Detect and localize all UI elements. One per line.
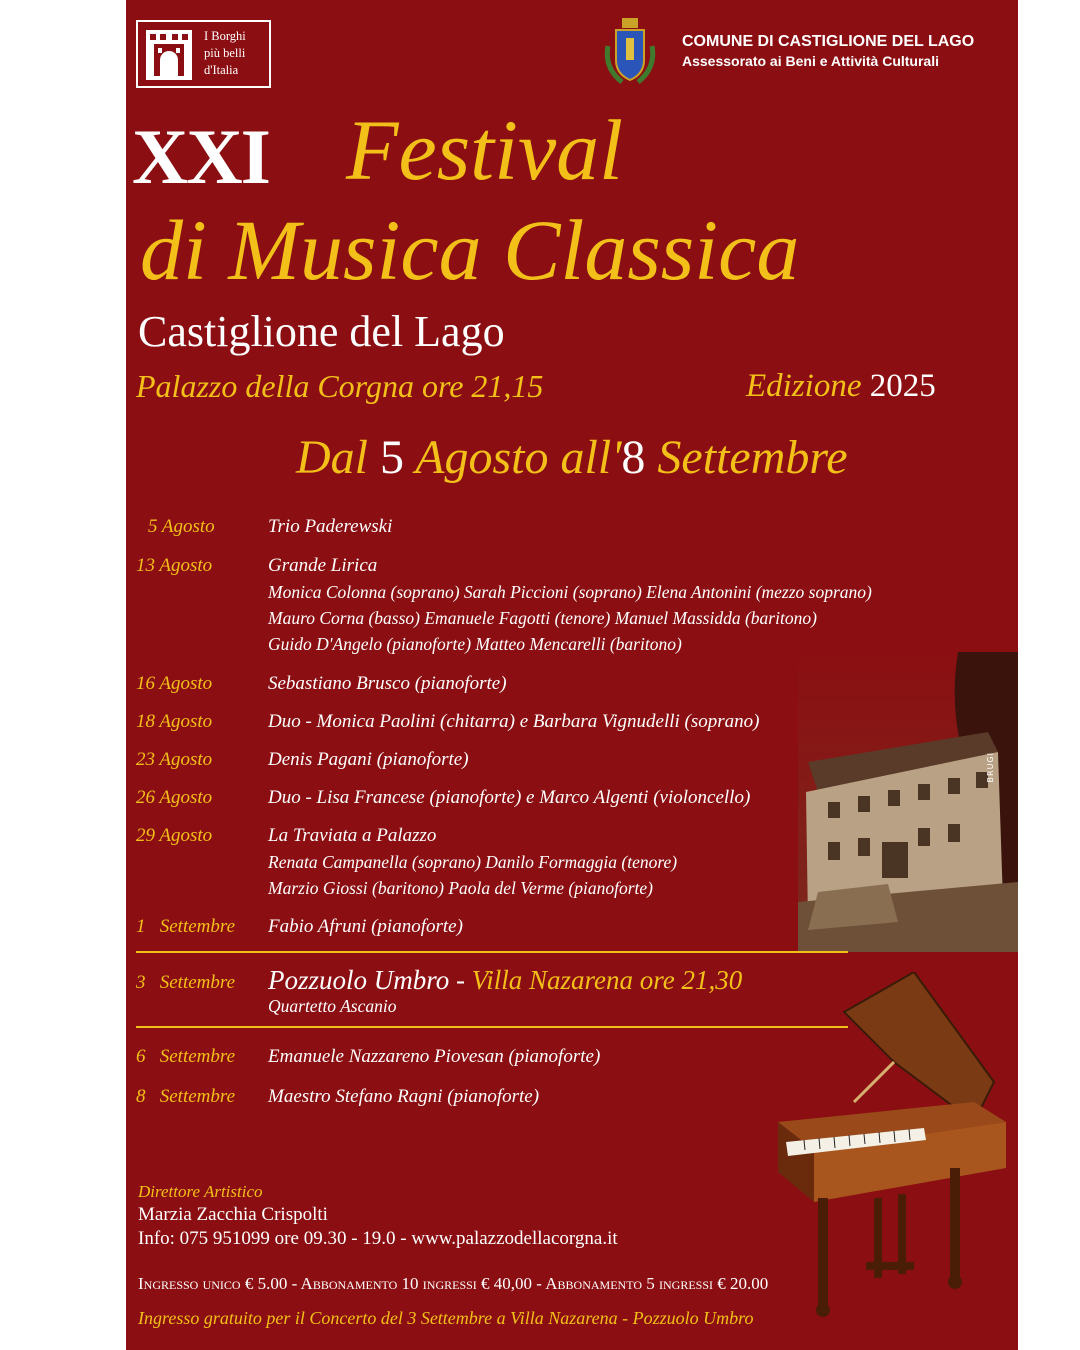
range-middle: Agosto all': [415, 431, 622, 484]
borghi-line-3: d'Italia: [204, 63, 239, 77]
event-performers: Monica Colonna (soprano) Sarah Piccioni (soprano) Elena Antonini (mezzo soprano): [268, 582, 872, 602]
range-start-day: 5: [380, 431, 404, 484]
comune-header: [682, 32, 1012, 70]
event-title: Denis Pagani (pianoforte): [268, 749, 469, 770]
event-date: [136, 970, 276, 996]
event-day: 3: [136, 972, 146, 993]
event-location: [268, 964, 742, 996]
event-day: 1: [136, 916, 146, 937]
city-name: Castiglione del Lago: [138, 307, 505, 356]
divider: [136, 1026, 848, 1028]
event-month: Settembre: [159, 1046, 236, 1067]
photo-credit: BRUGI: [986, 752, 995, 783]
event-title: Fabio Afruni (pianoforte): [268, 916, 463, 937]
range-end-day: 8: [621, 431, 646, 484]
event-title: Maestro Stefano Ragni (pianoforte): [268, 1086, 540, 1107]
contact-info: Info: 075 951099 ore 09.30 - 19.0 - www.palazzodellacorgna.it: [138, 1228, 618, 1249]
event-title: Duo - Monica Paolini (chitarra) e Barbara Vignudelli (soprano): [268, 711, 760, 732]
event-date: 29 Agosto: [136, 825, 213, 846]
ticket-prices: Ingresso unico € 5.00 - Abbonamento 10 ingressi € 40,00 - Abbonamento 5 ingressi € 20.00: [138, 1274, 769, 1293]
festival-date-range: [296, 430, 848, 485]
event-title: Trio Paderewski: [268, 516, 393, 537]
fortepiano-photo: [774, 972, 1010, 1322]
director-label: Direttore Artistico: [138, 1182, 263, 1201]
event-date: 26 Agosto: [136, 787, 213, 808]
edition-roman-numeral: XXI: [132, 113, 270, 200]
event-date: [136, 1084, 276, 1110]
event-performers: Guido D'Angelo (pianoforte) Matteo Mencarelli (baritono): [268, 634, 682, 654]
event-title: Sebastiano Brusco (pianoforte): [268, 673, 507, 694]
event-day: 8: [136, 1086, 146, 1107]
coat-of-arms-icon: [602, 16, 658, 88]
festival-poster: [126, 0, 1018, 1350]
event-month: Settembre: [159, 916, 236, 937]
festival-title-line-2: di Musica Classica: [140, 202, 800, 298]
event-day: 6: [136, 1046, 146, 1067]
event-date: 5 Agosto: [148, 516, 215, 537]
borghi-logo-text: [204, 28, 268, 79]
event-month: Settembre: [159, 1086, 236, 1107]
edition-year: 2025: [869, 368, 936, 404]
event-month: Settembre: [159, 972, 236, 993]
borghi-line-2: più belli: [204, 46, 246, 60]
event-title: Duo - Lisa Francese (pianoforte) e Marco Algenti (violoncello): [268, 787, 751, 808]
event-date: 23 Agosto: [136, 749, 213, 770]
edition-word: Edizione: [746, 368, 862, 404]
event-date: [136, 914, 276, 940]
range-from: Dal: [296, 431, 368, 484]
event-date: 13 Agosto: [136, 555, 213, 576]
borghi-line-1: I Borghi: [204, 29, 246, 43]
comune-name: COMUNE DI CASTIGLIONE DEL LAGO: [682, 33, 975, 50]
range-end-month: Settembre: [657, 431, 848, 484]
festival-title-line-1: Festival: [346, 102, 624, 198]
event-title: Grande Lirica: [268, 555, 378, 576]
borghi-logo: [136, 20, 271, 88]
event-location-town: Pozzuolo Umbro -: [268, 965, 472, 995]
event-performers: Marzio Giossi (baritono) Paola del Verme (pianoforte): [268, 878, 653, 898]
event-performers: Renata Campanella (soprano) Danilo Formaggia (tenore): [268, 852, 678, 872]
event-date: 16 Agosto: [136, 673, 213, 694]
free-entry-note: Ingresso gratuito per il Concerto del 3 Settembre a Villa Nazarena - Pozzuolo Umbro: [138, 1308, 754, 1328]
edition-label: [746, 368, 936, 405]
event-performers: Mauro Corna (basso) Emanuele Fagotti (tenore) Manuel Massidda (baritono): [268, 608, 817, 628]
venue-time: Palazzo della Corgna ore 21,15: [136, 368, 544, 404]
divider: [136, 951, 848, 953]
assessorato-name: Assessorato ai Beni e Attività Culturali: [682, 53, 939, 69]
event-title: La Traviata a Palazzo: [268, 825, 437, 846]
event-performers: Quartetto Ascanio: [268, 996, 397, 1016]
director-name: Marzia Zacchia Crispolti: [138, 1204, 328, 1225]
event-location-venue: Villa Nazarena ore 21,30: [471, 965, 743, 995]
event-date: [136, 1044, 276, 1070]
palazzo-photo: [798, 652, 1018, 952]
event-date: 18 Agosto: [136, 711, 213, 732]
event-title: Emanuele Nazzareno Piovesan (pianoforte): [268, 1046, 601, 1067]
tower-icon: [146, 30, 192, 80]
